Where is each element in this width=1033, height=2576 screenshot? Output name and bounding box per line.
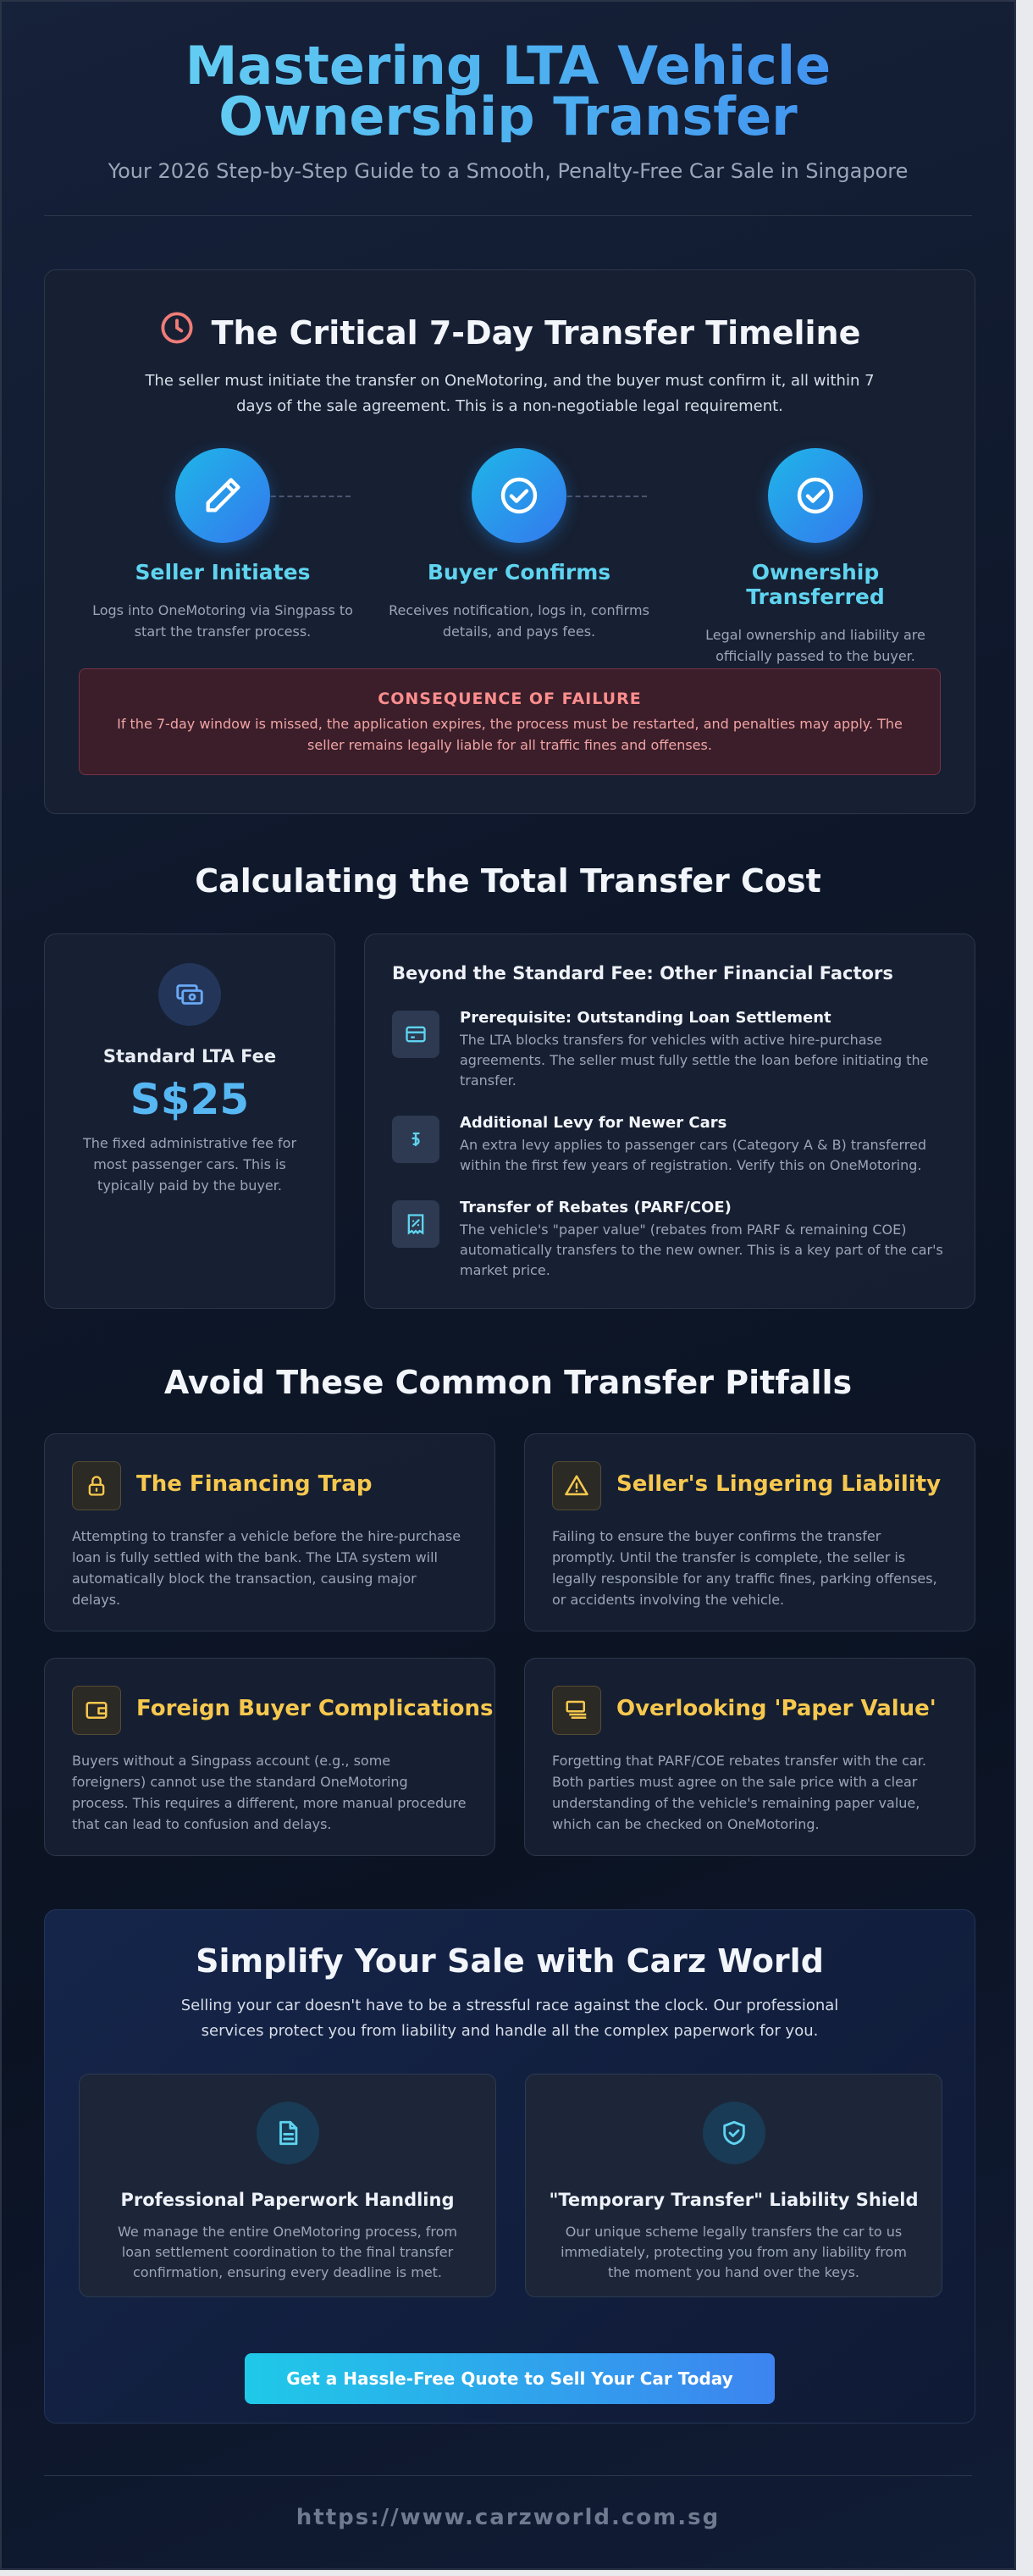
pitfall-card <box>44 1658 495 1856</box>
fee-description: The fixed administrative fee for most passenger cars. This is typically paid by the buyer. <box>82 1135 297 1194</box>
levy-icon <box>392 1116 439 1163</box>
factor-item <box>392 1199 947 1281</box>
pitfalls-heading: Avoid These Common Transfer Pitfalls <box>163 1364 853 1401</box>
factor-title: Transfer of Rebates (PARF/COE) <box>460 1199 732 1216</box>
footer-url[interactable]: https://www.carzworld.com.sg <box>296 2505 721 2530</box>
step-description: Receives notification, logs in, confirms details, and pays fees. <box>389 602 649 640</box>
fee-value: S$25 <box>130 1075 250 1124</box>
step-title: Buyer Confirms <box>427 560 611 584</box>
factors-title: Beyond the Standard Fee: Other Financial Factors <box>392 963 893 983</box>
receipt-icon <box>392 1200 439 1248</box>
warning-description: If the 7-day window is missed, the application expires, the process must be restarted, and penalties may apply. The seller remains legally liable for all traffic fines and offenses. <box>117 716 903 753</box>
pitfall-card <box>44 1433 495 1631</box>
cost-heading: Calculating the Total Transfer Cost <box>195 862 821 900</box>
step-description: Logs into OneMotoring via Singpass to start the transfer process. <box>92 602 353 640</box>
timeline-step-1 <box>87 448 358 642</box>
cash-icon <box>158 963 221 1026</box>
header <box>2 2 1014 183</box>
footer-divider <box>44 2475 972 2476</box>
cta-title: Simplify Your Sale with Carz World <box>196 1942 824 1980</box>
timeline-title: The Critical 7-Day Transfer Timeline <box>211 314 861 352</box>
fee-card <box>44 933 335 1309</box>
service-card <box>525 2074 942 2297</box>
warning-title: CONSEQUENCE OF FAILURE <box>378 690 642 708</box>
pitfall-title: The Financing Trap <box>136 1471 373 1497</box>
step-title: Seller Initiates <box>135 560 311 584</box>
factor-title: Additional Levy for Newer Cars <box>460 1114 727 1132</box>
factor-description: An extra levy applies to passenger cars (Category A & B) transferred within the first few years of registration. Verify this on OneMotoring. <box>460 1137 927 1173</box>
factors-card <box>364 933 975 1309</box>
timeline-card <box>44 269 975 814</box>
shield-check-icon <box>703 2102 765 2164</box>
pitfall-description: Failing to ensure the buyer confirms the transfer promptly. Until the transfer is complete, the seller is legally responsible for any traffic fines, parking offenses, or accidents involving the vehicle. <box>552 1528 937 1608</box>
check-circle-icon <box>768 448 863 543</box>
step-description: Legal ownership and liability are officially passed to the buyer. <box>705 627 925 664</box>
timeline-step-2 <box>384 448 655 642</box>
service-title: Professional Paperwork Handling <box>120 2190 455 2210</box>
page-title: Mastering LTA Vehicle Ownership Transfer <box>2 41 1014 142</box>
pitfall-title: Foreign Buyer Complications <box>136 1696 494 1721</box>
service-description: Our unique scheme legally transfers the car to us immediately, protecting you from any liability from the moment you hand over the keys. <box>561 2224 907 2280</box>
factor-description: The vehicle's "paper value" (rebates from PARF & remaining COE) automatically transfers to the new owner. This is a key part of the car's market price. <box>460 1222 943 1278</box>
pitfall-description: Forgetting that PARF/COE rebates transfer with the car. Both parties must agree on the sale price with a clear understanding of the vehicle's remaining paper value, which can be checked on OneMotoring. <box>552 1753 926 1832</box>
warning-icon <box>552 1461 601 1510</box>
lock-icon <box>72 1461 121 1510</box>
get-quote-button[interactable]: Get a Hassle-Free Quote to Sell Your Car Today <box>245 2353 775 2404</box>
service-title: "Temporary Transfer" Liability Shield <box>549 2190 919 2210</box>
cta-section <box>44 1909 975 2424</box>
factor-item <box>392 1114 947 1176</box>
document-icon <box>257 2102 319 2164</box>
pitfall-title: Seller's Lingering Liability <box>616 1471 942 1497</box>
pitfall-card <box>524 1433 975 1631</box>
pitfall-title: Overlooking 'Paper Value' <box>616 1696 936 1721</box>
timeline-step-3 <box>680 448 951 667</box>
service-description: We manage the entire OneMotoring process, from loan settlement coordination to the final transfer confirmation, ensuring every deadline is met. <box>118 2224 457 2280</box>
cta-description: Selling your car doesn't have to be a stressful race against the clock. Our professional services protect you from liability and handle all the complex paperwork for you. <box>180 1997 839 2040</box>
pitfall-card <box>524 1658 975 1856</box>
pitfall-description: Buyers without a Singpass account (e.g., some foreigners) cannot use the standard OneMotoring process. This requires a different, more manual procedure that can lead to confusion and delays. <box>72 1753 467 1832</box>
failure-warning <box>79 668 941 775</box>
pitfall-description: Attempting to transfer a vehicle before the hire-purchase loan is fully settled with the bank. The LTA system will automatically block the transaction, causing major delays. <box>72 1528 461 1608</box>
timeline-intro: The seller must initiate the transfer on OneMotoring, and the buyer must confirm it, all within 7 days of the sale agreement. This is a non-negotiable legal requirement. <box>145 372 875 415</box>
fee-label: Standard LTA Fee <box>102 1046 277 1066</box>
header-divider <box>44 215 972 216</box>
wallet-icon <box>72 1686 121 1735</box>
pencil-icon <box>175 448 270 543</box>
service-card <box>79 2074 496 2297</box>
money-stack-icon <box>552 1686 601 1735</box>
page-subtitle: Your 2026 Step-by-Step Guide to a Smooth, Penalty-Free Car Sale in Singapore <box>108 159 909 183</box>
step-title: Ownership Transferred <box>746 560 885 609</box>
factor-description: The LTA blocks transfers for vehicles with active hire-purchase agreements. The seller must fully settle the loan before initiating the transfer. <box>460 1032 929 1089</box>
check-circle-icon <box>472 448 566 543</box>
timeline-heading <box>45 314 975 353</box>
factor-title: Prerequisite: Outstanding Loan Settlement <box>460 1009 831 1027</box>
credit-card-icon <box>392 1011 439 1058</box>
clock-icon <box>159 310 195 353</box>
factor-item <box>392 1009 947 1091</box>
